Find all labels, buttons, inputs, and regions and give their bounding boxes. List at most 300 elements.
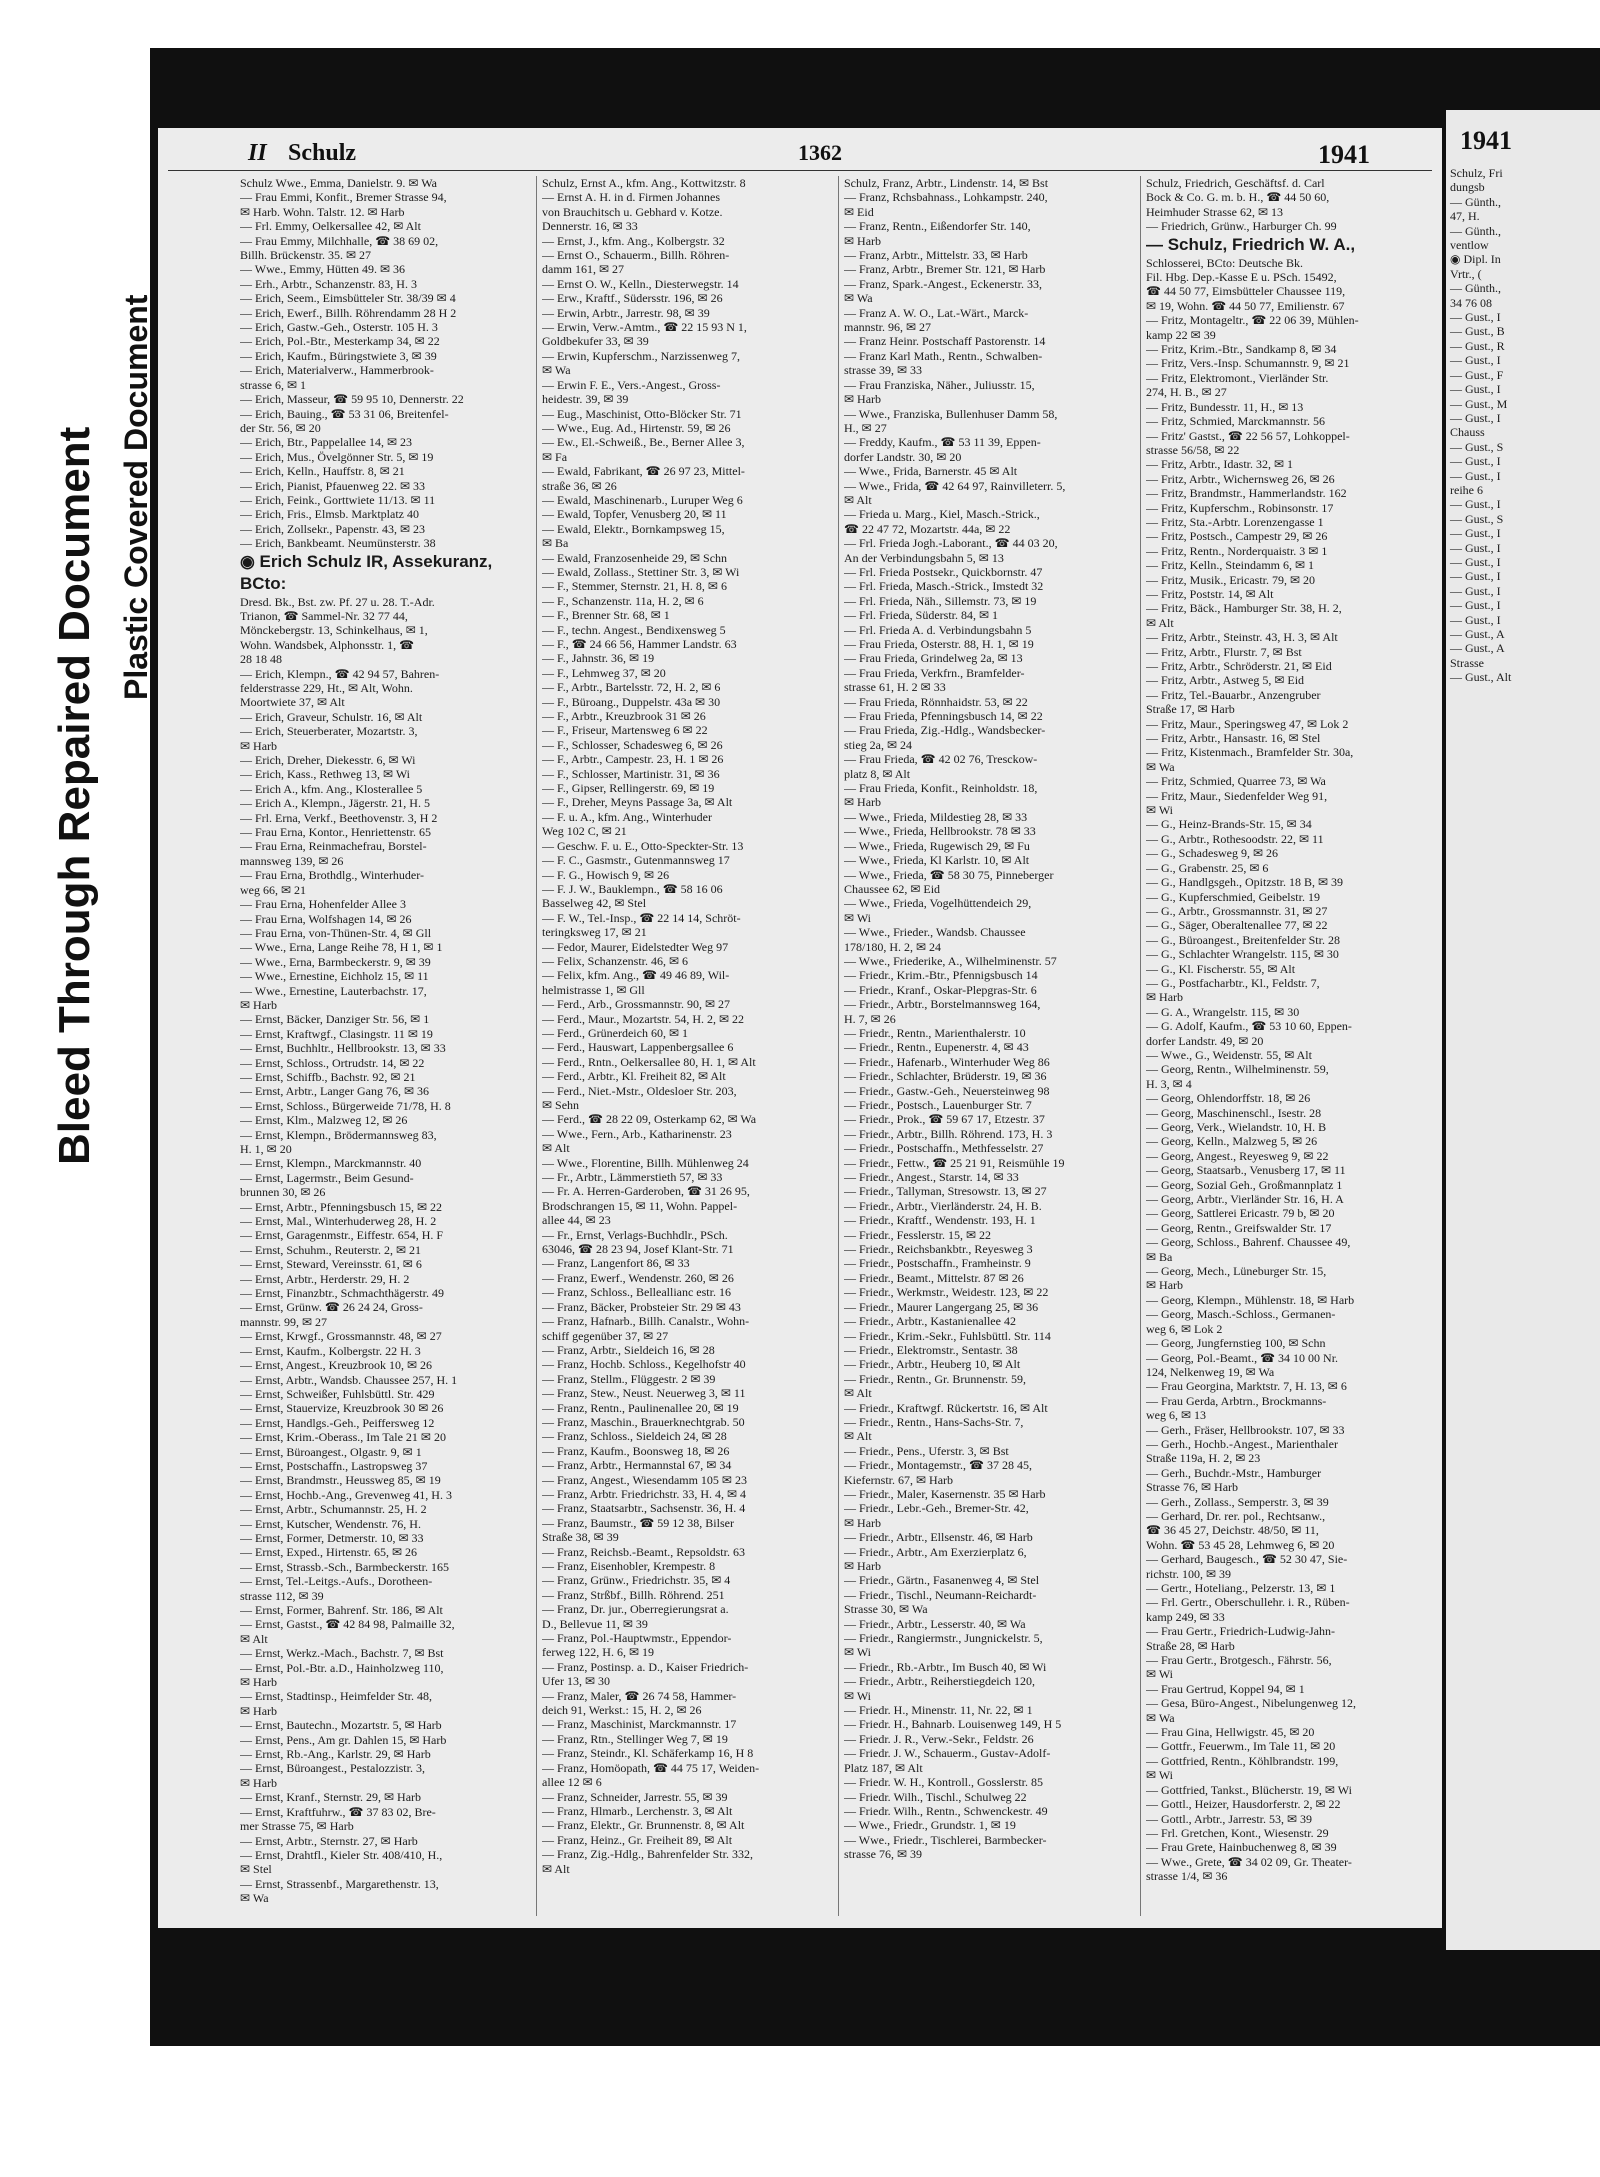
- directory-entry: — Erich, Klempn., ☎ 42 94 57, Bahren-: [240, 666, 440, 681]
- directory-entry: — Ernst, Schuhm., Reuterstr. 2, ✉ 21: [240, 1242, 422, 1257]
- directory-entry: — Fritz, Schmied, Marckmannstr. 56: [1146, 414, 1325, 429]
- directory-entry: — Friedr., Lebr.-Geh., Bremer-Str. 42,: [844, 1501, 1029, 1516]
- directory-entry: — Frau Frieda, Pfenningsbusch 14, ✉ 22: [844, 709, 1043, 724]
- directory-entry: — Franz, Elektr., Gr. Brunnenstr. 8, ✉ Alt: [542, 1818, 745, 1833]
- directory-entry: H. 3, ✉ 4: [1146, 1076, 1192, 1091]
- directory-entry: — Fritz, Postsch., Campestr 29, ✉ 26: [1146, 529, 1328, 544]
- directory-entry: — Ernst, Kranf., Sternstr. 29, ✉ Harb: [240, 1790, 422, 1805]
- top-margin: [0, 0, 1600, 48]
- directory-entry: — Erh., Arbtr., Schanzenstr. 83, H. 3: [240, 276, 417, 291]
- directory-entry: — Fritz, Arbtr., Flurstr. 7, ✉ Bst: [1146, 644, 1302, 659]
- directory-entry: — Erich A., Klempn., Jägerstr. 21, H. 5: [240, 796, 430, 811]
- directory-entry: — Erw., Kraftf., Südersstr. 196, ✉ 26: [542, 291, 723, 306]
- directory-entry: H., ✉ 27: [844, 420, 887, 435]
- directory-entry: — Fritz, Arbtr., Idastr. 32, ✉ 1: [1146, 457, 1294, 472]
- directory-entry: — Frl. Erna, Verkf., Beethovenstr. 3, H 2: [240, 810, 438, 825]
- directory-entry: — Erich, Pianist, Pfauenweg 22. ✉ 33: [240, 478, 426, 493]
- directory-entry: — Ernst, Arbtr., Langer Gang 76, ✉ 36: [240, 1084, 430, 1099]
- directory-entry: ✉ Wa: [844, 291, 873, 306]
- directory-entry: — G., Schlachter Wrangelstr. 115, ✉ 30: [1146, 947, 1339, 962]
- directory-entry: — Ernst, Strassb.-Sch., Barmbeckerstr. 165: [240, 1559, 449, 1574]
- directory-entry: — Ewald, Topfer, Venusberg 20, ✉ 11: [542, 507, 727, 522]
- adjacent-page-line: — Gust., S: [1450, 439, 1504, 454]
- adjacent-page-line: ventlow: [1450, 238, 1489, 253]
- directory-entry: — Erich, Bankbeamt. Neumünsterstr. 38: [240, 536, 436, 551]
- directory-entry: — Franz, Schloss., Belleallianc estr. 16: [542, 1285, 731, 1300]
- directory-entry: — Wwe., Franziska, Bullenhuser Damm 58,: [844, 406, 1058, 421]
- adjacent-page-line: — Gust., I: [1450, 310, 1501, 325]
- directory-entry: — Franz, Steindr., Kl. Schäferkamp 16, H 8: [542, 1746, 754, 1761]
- directory-entry: — Friedr., Krim.-Sekr., Fuhlsbüttl. Str. 114: [844, 1328, 1051, 1343]
- directory-entry: — Wwe., Emmy, Hütten 49. ✉ 36: [240, 262, 406, 277]
- directory-entry: — Fritz, Bäck., Hamburger Str. 38, H. 2,: [1146, 601, 1342, 616]
- directory-entry: — F., Stemmer, Sternstr. 21, H. 8, ✉ 6: [542, 579, 727, 594]
- directory-entry: — Friedr., Arbtr., Billh. Röhrend. 173, H. 3: [844, 1126, 1053, 1141]
- adjacent-page-line: — Gust., M: [1450, 396, 1508, 411]
- directory-entry: — G., Grabenstr. 25, ✉ 6: [1146, 860, 1269, 875]
- directory-entry: — Fritz, Kistenmach., Bramfelder Str. 30a,: [1146, 745, 1354, 760]
- adjacent-page-line: — Gust., B: [1450, 324, 1505, 339]
- directory-entry: Wohn. Wandsbek, Alphonsstr. 1, ☎: [240, 637, 415, 652]
- directory-entry: — Georg, Schloss., Bahrenf. Chaussee 49,: [1146, 1235, 1351, 1250]
- directory-entry: — Franz, Rentn., Paulinenallee 20, ✉ 19: [542, 1400, 739, 1415]
- adjacent-page-line: — Gust., I: [1450, 612, 1501, 627]
- directory-entry: ✉ Harb. Wohn. Talstr. 12. ✉ Harb: [240, 204, 405, 219]
- directory-entry: ✉ Wi: [844, 910, 872, 925]
- directory-entry: — Franz, Schneider, Jarrestr. 55, ✉ 39: [542, 1789, 728, 1804]
- directory-entry: — Frau Gertr., Brotgesch., Fährstr. 56,: [1146, 1653, 1332, 1668]
- directory-entry: — Franz, Staatsarbtr., Sachsenstr. 36, H. 4: [542, 1501, 746, 1516]
- directory-entry: — G., Säger, Oberaltenallee 77, ✉ 22: [1146, 918, 1328, 933]
- directory-entry: — Friedr., Arbtr., Vierländerstr. 24, H. B.: [844, 1198, 1042, 1213]
- directory-entry: — Frau Frieda, Zig.-Hdlg., Wandsbecker-: [844, 723, 1046, 738]
- directory-entry: — Fritz, Kelln., Steindamm 6, ✉ 1: [1146, 558, 1315, 573]
- directory-entry: — Ernst, Hochb.-Ang., Grevenweg 41, H. 3: [240, 1487, 452, 1502]
- directory-entry: ✉ 19, Wohn. ☎ 44 50 77, Emilienstr. 67: [1146, 298, 1345, 313]
- adjacent-page-line: Chauss: [1450, 425, 1485, 440]
- directory-entry: — Fedor, Maurer, Eidelstedter Weg 97: [542, 939, 729, 954]
- directory-entry: ✉ Harb: [844, 1559, 882, 1573]
- directory-entry: — Gertr., Hoteliang., Pelzerstr. 13, ✉ 1: [1146, 1581, 1336, 1595]
- directory-entry: — Franz, Arbtr., Bremer Str. 121, ✉ Harb: [844, 262, 1046, 277]
- adjacent-page-line: Strasse: [1450, 655, 1484, 670]
- directory-entry: — G. Adolf, Kaufm., ☎ 53 10 60, Eppen-: [1146, 1019, 1352, 1034]
- directory-entry: — Frau Georgina, Marktstr. 7, H. 13, ✉ 6: [1146, 1379, 1347, 1394]
- directory-entry: — Friedr., Elektromstr., Sentastr. 38: [844, 1342, 1018, 1357]
- directory-entry: — Felix, Schanzenstr. 46, ✉ 6: [542, 953, 689, 968]
- directory-entry: — Ernst, Kutscher, Wendenstr. 76, H.: [240, 1516, 421, 1531]
- directory-entry: — Felix, kfm. Ang., ☎ 49 46 89, Wil-: [542, 968, 730, 983]
- directory-entry: — Frl. Gertr., Oberschullehr. i. R., Rüben-: [1146, 1595, 1350, 1610]
- directory-entry: — Frau Erna, Kontor., Henriettenstr. 65: [240, 825, 431, 840]
- directory-entry: — Franz, Baumstr., ☎ 59 12 38, Bilser: [542, 1515, 734, 1530]
- directory-entry: — F. J. W., Bauklempn., ☎ 58 16 06: [542, 881, 723, 896]
- directory-entry: Chaussee 62, ✉ Eid: [844, 881, 941, 896]
- directory-entry: — Friedr., Arbtr., Ellsenstr. 46, ✉ Harb: [844, 1530, 1033, 1545]
- directory-entry: — Frl. Frieda, Süderstr. 84, ✉ 1: [844, 608, 999, 623]
- directory-entry: Platz 187, ✉ Alt: [844, 1760, 923, 1775]
- directory-entry: — Wwe., Fern., Arb., Katharinenstr. 23: [542, 1126, 732, 1141]
- directory-entry: — Ernst, Arbtr., Sternstr. 27, ✉ Harb: [240, 1833, 418, 1848]
- adjacent-page-line: — Gust., I: [1450, 497, 1501, 512]
- directory-entry: Straße 38, ✉ 39: [542, 1530, 619, 1545]
- directory-entry: — Ernst, Rb.-Ang., Karlstr. 29, ✉ Harb: [240, 1747, 431, 1762]
- directory-entry: — Friedr., Werkmstr., Weidestr. 123, ✉ 22: [844, 1285, 1049, 1300]
- directory-entry: Dennerstr. 16, ✉ 33: [542, 219, 638, 234]
- directory-entry: stieg 2a, ✉ 24: [844, 737, 913, 752]
- directory-entry: — Franz, Reichsb.-Beamt., Repsoldstr. 63: [542, 1544, 745, 1559]
- directory-entry: — Friedr. H., Minenstr. 11, Nr. 22, ✉ 1: [844, 1703, 1033, 1718]
- directory-entry: — Ernst, Klm., Malzweg 12, ✉ 26: [240, 1113, 408, 1128]
- directory-entry: — F. u. A., kfm. Ang., Winterhuder: [542, 809, 712, 824]
- directory-entry: — F., Gipser, Rellingerstr. 69, ✉ 19: [542, 781, 715, 796]
- directory-entry: — G., Handlgsgeh., Opitzstr. 18 B, ✉ 39: [1146, 875, 1344, 890]
- directory-entry: — Franz, Schloss., Sieldeich 24, ✉ 28: [542, 1429, 727, 1444]
- directory-entry: — Frau Franziska, Näher., Juliusstr. 15,: [844, 377, 1035, 392]
- directory-entry: — Franz, Hlmarb., Lerchenstr. 3, ✉ Alt: [542, 1803, 733, 1818]
- directory-entry: — Eug., Maschinist, Otto-Blöcker Str. 71: [542, 406, 742, 421]
- directory-entry: — Wwe., Frida, Barnerstr. 45 ✉ Alt: [844, 464, 1018, 479]
- directory-entry: ✉ Harb: [844, 795, 882, 810]
- directory-entry: — Friedr., Montagemstr., ☎ 37 28 45,: [844, 1458, 1032, 1473]
- directory-entry: — Ernst, J., kfm. Ang., Kolbergstr. 32: [542, 233, 725, 248]
- directory-entry: ✉ Stel: [240, 1862, 272, 1877]
- directory-entry: — Gerhard, Dr. rer. pol., Rechtsanw.,: [1146, 1508, 1326, 1523]
- adjacent-page-line: — Günth.,: [1450, 194, 1501, 209]
- directory-entry: — G., Postfacharbtr., Kl., Feldstr. 7,: [1146, 975, 1320, 990]
- directory-entry: — Franz, Hochb. Schloss., Kegelhofstr 40: [542, 1357, 746, 1372]
- directory-entry: — Fritz, Rentn., Norderquaistr. 3 ✉ 1: [1146, 543, 1328, 558]
- directory-entry: strasse 6, ✉ 1: [240, 377, 307, 392]
- directory-entry: — Ferd., Maur., Mozartstr. 54, H. 2, ✉ 22: [542, 1011, 745, 1026]
- directory-entry: — Franz, Spark.-Angest., Eckenerstr. 33,: [844, 276, 1042, 291]
- directory-entry: — Franz, Dr. jur., Oberregierungsrat a.: [542, 1602, 729, 1617]
- directory-entry: — Ernst, Werkz.-Mach., Bachstr. 7, ✉ Bst: [240, 1646, 444, 1661]
- directory-entry: — Friedr., Prok., ☎ 59 67 17, Etzestr. 37: [844, 1112, 1045, 1127]
- directory-entry: — Erich A., kfm. Ang., Klosterallee 5: [240, 781, 423, 796]
- directory-entry: 274, H. B., ✉ 27: [1146, 385, 1227, 400]
- directory-entry: — Friedr., Kraftwgf. Rückertstr. 16, ✉ Alt: [844, 1400, 1048, 1415]
- directory-entry: Schulz, Friedrich, Geschäftsf. d. Carl: [1146, 176, 1325, 190]
- directory-entry: — F. G., Howisch 9, ✉ 26: [542, 867, 670, 882]
- directory-entry: — Ernst, Kaufm., Kolbergstr. 22 H. 3: [240, 1343, 421, 1358]
- directory-entry: — Franz, Maschin., Brauerknechtgrab. 50: [542, 1414, 745, 1429]
- directory-entry: ✉ Harb: [844, 392, 882, 407]
- directory-entry: — Erich, Bauing., ☎ 53 31 06, Breitenfel-: [240, 406, 449, 421]
- directory-entry: — Friedr., Arbtr., Heuberg 10, ✉ Alt: [844, 1357, 1021, 1372]
- directory-entry: — Fritz, Arbtr., Hansastr. 16, ✉ Stel: [1146, 731, 1321, 746]
- directory-entry: — Franz, Rchsbahnass., Lohkampstr. 240,: [844, 190, 1048, 205]
- directory-entry: ✉ Alt: [844, 1429, 872, 1444]
- directory-entry: — Franz, Arbtr., Sieldeich 16, ✉ 28: [542, 1342, 715, 1357]
- directory-entry: — Ernst, Pens., Am gr. Dahlen 15, ✉ Harb: [240, 1732, 447, 1747]
- directory-entry: — Ewald, Franzosenheide 29, ✉ Schn: [542, 550, 728, 565]
- directory-entry: — Ewald, Zollass., Stettiner Str. 3, ✉ Wi: [542, 564, 740, 579]
- directory-entry: — Friedr., Maurer Langergang 25, ✉ 36: [844, 1299, 1039, 1314]
- directory-entry: — Frau Gertr., Friedrich-Ludwig-Jahn-: [1146, 1624, 1335, 1639]
- directory-entry: — Friedr. H., Bahnarb. Louisenweg 149, H 5: [844, 1717, 1062, 1732]
- directory-entry: — Ferd., Arbtr., Kl. Freiheit 82, ✉ Alt: [542, 1069, 726, 1084]
- directory-entry: — Ernst A. H. in d. Firmen Johannes: [542, 190, 720, 205]
- directory-entry: — Ernst, Angest., Kreuzbrook 10, ✉ 26: [240, 1358, 433, 1373]
- adjacent-page-line: Schulz, Fri: [1450, 166, 1503, 180]
- directory-entry: — Frau Erna, Reinmachefrau, Borstel-: [240, 839, 427, 854]
- directory-entry: ✉ Eid: [844, 204, 874, 219]
- directory-entry: — G., Arbtr., Rothesoodstr. 22, ✉ 11: [1146, 831, 1324, 846]
- directory-entry: — Friedr., Krim.-Btr., Pfennigsbusch 14: [844, 968, 1038, 983]
- directory-entry: — Frl. Frieda Postsekr., Quickbornstr. 47: [844, 564, 1043, 579]
- directory-entry: — Franz, Ewerf., Wendenstr. 260, ✉ 26: [542, 1270, 734, 1285]
- directory-entry: mannstr. 96, ✉ 27: [844, 320, 932, 335]
- directory-entry: — F., Brenner Str. 68, ✉ 1: [542, 608, 670, 623]
- directory-entry: ✉ Alt: [542, 1861, 570, 1876]
- directory-entry: D., Bellevue 11, ✉ 39: [542, 1616, 648, 1631]
- directory-entry: — Friedr., Pens., Uferstr. 3, ✉ Bst: [844, 1443, 1009, 1458]
- directory-entry: der Str. 56, ✉ 20: [240, 420, 321, 435]
- directory-entry: — Frau Emmy, Milchhalle, ☎ 38 69 02,: [240, 233, 439, 248]
- directory-entry: — Friedr., Arbtr., Reiherstiegdeich 120,: [844, 1674, 1035, 1689]
- directory-entry: helmistrasse 1, ✉ Gll: [542, 982, 645, 997]
- directory-entry: — Ernst, Kraftwgf., Clasingstr. 11 ✉ 19: [240, 1026, 433, 1041]
- directory-entry: — G., Büroangest., Breitenfelder Str. 28: [1146, 932, 1340, 947]
- directory-entry: — Ernst O. W., Kelln., Diesterwegstr. 14: [542, 276, 739, 291]
- directory-entry: — Ernst, Buchhltr., Hellbrookstr. 13, ✉ 33: [240, 1041, 446, 1056]
- directory-entry: — Ew., El.-Schweiß., Be., Berner Allee 3,: [542, 435, 745, 450]
- directory-entry: Trianon, ☎ Sammel-Nr. 32 77 44,: [240, 608, 408, 623]
- directory-entry: — Georg, Sattlerei Ericastr. 79 b, ✉ 20: [1146, 1206, 1335, 1221]
- directory-entry: — Fritz, Brandmstr., Hammerlandstr. 162: [1146, 486, 1347, 501]
- directory-entry: — F. C., Gasmstr., Gutenmannsweg 17: [542, 853, 730, 868]
- directory-entry: — Ferd., Niet.-Mstr., Oldesloer Str. 203,: [542, 1083, 737, 1098]
- directory-entry: — F., Schlosser, Schadesweg 6, ✉ 26: [542, 737, 723, 752]
- directory-entry: — Ferd., Arb., Grossmannstr. 90, ✉ 27: [542, 997, 731, 1012]
- directory-entry: Wohn. ☎ 53 45 28, Lehmweg 6, ✉ 20: [1146, 1537, 1335, 1552]
- directory-entry: — Wwe., G., Weidenstr. 55, ✉ Alt: [1146, 1047, 1312, 1062]
- directory-entry: — Friedr., Postschaffn., Methfesselstr. 27: [844, 1141, 1044, 1156]
- adjacent-page-edge: [1446, 110, 1600, 1950]
- directory-entry: — Friedrich, Grünw., Harburger Ch. 99: [1146, 219, 1337, 234]
- directory-entry: — Friedr., Rentn., Marienthalerstr. 10: [844, 1025, 1026, 1040]
- directory-entry: — Ewald, Fabrikant, ☎ 26 97 23, Mittel-: [542, 464, 745, 479]
- directory-entry: — Friedr. Wilh., Tischl., Schulweg 22: [844, 1789, 1027, 1804]
- directory-entry: — Ernst, Tel.-Leitgs.-Aufs., Dorotheen-: [240, 1574, 433, 1589]
- directory-entry: — F., Arbtr., Bartelsstr. 72, H. 2, ✉ 6: [542, 680, 721, 695]
- adjacent-page-line: Vrtr., (: [1450, 266, 1482, 281]
- directory-entry: — Frau Grete, Hainbuchenweg 8, ✉ 39: [1146, 1840, 1337, 1855]
- directory-entry: — Frau Frieda, Grindelweg 2a, ✉ 13: [844, 651, 1023, 666]
- directory-entry: — Friedr., Postsch., Lauenburger Str. 7: [844, 1098, 1032, 1112]
- directory-entry: deich 91, Werkst.: 15, H. 2, ✉ 26: [542, 1703, 702, 1718]
- directory-entry: — Fritz, Maur., Siedenfelder Weg 91,: [1146, 788, 1328, 803]
- directory-entry: — F., Schlosser, Martinistr. 31, ✉ 36: [542, 766, 720, 781]
- directory-entry: — Friedr., Fettw., ☎ 25 21 91, Reismühle 19: [844, 1155, 1065, 1170]
- directory-entry: — Friedr., Beamt., Mittelstr. 87 ✉ 26: [844, 1270, 1024, 1285]
- directory-entry: ✉ Fa: [542, 449, 568, 464]
- adjacent-page-line: — Günth.,: [1450, 223, 1501, 238]
- adjacent-page-line: dungsb: [1450, 180, 1485, 195]
- directory-entry: — Franz, Arbtr., Mittelstr. 33, ✉ Harb: [844, 248, 1028, 263]
- directory-entry: — Ernst, Schweißer, Fuhlsbüttl. Str. 429: [240, 1386, 435, 1401]
- directory-entry: — Wwe., Friederike, A., Wilhelminenstr. 57: [844, 953, 1057, 968]
- directory-entry: kamp 249, ✉ 33: [1146, 1609, 1225, 1624]
- directory-entry: — Friedr., Tischl., Neumann-Reichardt-: [844, 1587, 1037, 1602]
- directory-entry: — Georg, Jungfernstieg 100, ✉ Schn: [1146, 1336, 1326, 1351]
- directory-entry: — Erich, Materialverw., Hammerbrook-: [240, 363, 434, 378]
- directory-entry: — Fr., Arbtr., Lämmerstieth 57, ✉ 33: [542, 1170, 723, 1185]
- directory-entry: An der Verbindungsbahn 5, ✉ 13: [844, 550, 1004, 565]
- adjacent-page-line: — Gust., I: [1450, 569, 1501, 584]
- directory-entry: — Ernst, Exped., Hirtenstr. 65, ✉ 26: [240, 1545, 418, 1560]
- directory-entry: Moortwiete 37, ✉ Alt: [240, 695, 345, 710]
- adjacent-page-line: — Gust., I: [1450, 353, 1501, 368]
- directory-entry: straße 36, ✉ 26: [542, 478, 617, 493]
- directory-entry: — Ferd., ☎ 28 22 09, Osterkamp 62, ✉ Wa: [542, 1112, 757, 1127]
- directory-entry: — Gerhard, Baugesch., ☎ 52 30 47, Sie-: [1146, 1552, 1348, 1567]
- directory-columns: [240, 176, 1434, 1916]
- directory-entry: mer Strasse 75, ✉ Harb: [240, 1819, 354, 1834]
- directory-entry: — Wwe., Friedr., Tischlerei, Barmbecker-: [844, 1832, 1047, 1847]
- adjacent-page-year: 1941: [1460, 126, 1512, 155]
- directory-entry: — Erich, Gastw.-Geh., Osterstr. 105 H. 3: [240, 320, 438, 335]
- directory-entry: — Ernst, Klempn., Brödermannsweg 83,: [240, 1127, 437, 1142]
- directory-entry: — Frau Gertrud, Koppel 94, ✉ 1: [1146, 1681, 1305, 1696]
- adjacent-page-line: — Gust., I: [1450, 382, 1501, 397]
- directory-entry: ☎ 36 45 27, Deichstr. 48/50, ✉ 11,: [1146, 1523, 1319, 1538]
- directory-entry: ☎ 22 47 72, Mozartstr. 44a, ✉ 22: [844, 521, 1011, 536]
- directory-entry: Heimhuder Strasse 62, ✉ 13: [1146, 204, 1284, 219]
- adjacent-page-line: — Gust., I: [1450, 454, 1501, 469]
- directory-entry: Schulz, Franz, Arbtr., Lindenstr. 14, ✉ Bst: [844, 176, 1049, 190]
- directory-entry: — Ernst, Former, Bahrenf. Str. 186, ✉ Alt: [240, 1603, 443, 1617]
- directory-entry: — Friedr., Arbtr., Am Exerzierplatz 6,: [844, 1544, 1027, 1559]
- directory-entry: Basselweg 42, ✉ Stel: [542, 896, 647, 911]
- directory-entry: richstr. 100, ✉ 39: [1146, 1566, 1232, 1581]
- directory-entry: — Erich, Zollsekr., Papenstr. 43, ✉ 23: [240, 521, 426, 536]
- directory-entry: ✉ Harb: [844, 1515, 882, 1530]
- directory-entry: — Frau Frieda, ☎ 42 02 76, Tresckow-: [844, 752, 1038, 767]
- directory-entry: — Gottfr., Feuerwm., Im Tale 11, ✉ 20: [1146, 1739, 1336, 1754]
- directory-entry: — Friedr., Postschaffn., Framheinstr. 9: [844, 1256, 1031, 1271]
- directory-entry: — Friedr., Arbtr., Borstelmannsweg 164,: [844, 997, 1041, 1012]
- directory-entry: weg 6, ✉ Lok 2: [1146, 1321, 1223, 1336]
- directory-entry: — Friedr., Arbtr., Kastanienallee 42: [844, 1314, 1016, 1329]
- directory-entry: — Georg, Ohlendorffstr. 18, ✉ 26: [1146, 1091, 1311, 1106]
- directory-entry: ✉ Harb: [844, 233, 882, 248]
- directory-entry: — Gottl., Arbtr., Jarrestr. 53, ✉ 39: [1146, 1811, 1313, 1826]
- directory-entry: — Frau Erna, Wolfshagen 14, ✉ 26: [240, 911, 412, 926]
- directory-entry: — Ernst, Krwgf., Grossmannstr. 48, ✉ 27: [240, 1329, 442, 1344]
- directory-entry: — Ernst, Finanzbtr., Schmachthägerstr. 49: [240, 1286, 444, 1301]
- directory-entry: ◉ Erich Schulz IR, Assekuranz, BCto:: [240, 551, 493, 593]
- directory-entry: — Friedr., Gastw.-Geh., Neuersteinweg 98: [844, 1083, 1050, 1098]
- directory-entry: — Friedr., Kraftf., Wendenstr. 193, H. 1: [844, 1213, 1036, 1228]
- directory-entry: dorfer Landstr. 30, ✉ 20: [844, 449, 962, 464]
- directory-entry: — Erich, Seem., Eimsbütteler Str. 38/39 ✉ 4: [240, 291, 456, 306]
- directory-entry: ✉ Ba: [1146, 1249, 1173, 1264]
- directory-entry: Straße 17, ✉ Harb: [1146, 702, 1235, 717]
- directory-entry: — G., Kupferschmied, Geibelstr. 19: [1146, 889, 1320, 904]
- directory-entry: — F., Dreher, Meyns Passage 3a, ✉ Alt: [542, 795, 733, 810]
- directory-entry: — Franz, Langenfort 86, ✉ 33: [542, 1256, 690, 1271]
- directory-entry: — Ernst, Büroangest., Pestalozzistr. 3,: [240, 1761, 425, 1776]
- directory-column-4: [1146, 176, 1434, 1916]
- directory-entry: — Ferd., Rntn., Oelkersallee 80, H. 1, ✉ Alt: [542, 1054, 756, 1069]
- directory-entry: — Erich, Steuerberater, Mozartstr. 3,: [240, 724, 418, 739]
- directory-entry: — F., Jahnstr. 36, ✉ 19: [542, 651, 655, 666]
- directory-column-3: [844, 176, 1132, 1916]
- directory-entry: — Georg, Verk., Wielandstr. 10, H. B: [1146, 1120, 1327, 1134]
- directory-entry: — Frl. Emmy, Oelkersallee 42, ✉ Alt: [240, 219, 421, 234]
- adjacent-page-line: — Gust., I: [1450, 540, 1501, 555]
- directory-entry: ✉ Sehn: [542, 1098, 580, 1112]
- directory-entry: — F., Schanzenstr. 11a, H. 2, ✉ 6: [542, 593, 704, 608]
- directory-entry: — Erich, Dreher, Diekesstr. 6, ✉ Wi: [240, 753, 416, 768]
- directory-entry: Kiefernstr. 67, ✉ Harb: [844, 1472, 954, 1487]
- adjacent-page-line: reihe 6: [1450, 482, 1483, 497]
- directory-entry: H. 7, ✉ 26: [844, 1011, 896, 1026]
- directory-entry: Fil. Hbg. Dep.-Kasse E u. PSch. 15492,: [1146, 270, 1337, 285]
- directory-entry: — Ernst, Drahtfl., Kieler Str. 408/410, H.,: [240, 1847, 443, 1862]
- directory-entry: ✉ Wi: [844, 1688, 872, 1703]
- directory-entry: — Franz Heinr. Postschaff Pastorenstr. 14: [844, 334, 1046, 349]
- volume-number: II: [248, 140, 267, 166]
- directory-entry: — Frl. Frieda A. d. Verbindungsbahn 5: [844, 622, 1032, 637]
- directory-entry: heidestr. 39, ✉ 39: [542, 392, 629, 407]
- directory-entry: — Schulz, Friedrich W. A.,: [1146, 234, 1356, 254]
- directory-entry: — Ernst, Gastst., ☎ 42 84 98, Palmaille 32,: [240, 1617, 455, 1632]
- directory-entry: — Franz, Stellm., Flüggestr. 2 ✉ 39: [542, 1371, 716, 1386]
- directory-entry: ✉ Wi: [1146, 803, 1174, 818]
- directory-entry: platz 8, ✉ Alt: [844, 766, 911, 781]
- directory-entry: — Ernst, Schloss., Ortrudstr. 14, ✉ 22: [240, 1055, 425, 1070]
- directory-entry: Brodschrangen 15, ✉ 11, Wohn. Pappel-: [542, 1198, 738, 1213]
- directory-entry: — Friedr., Fesslerstr. 15, ✉ 22: [844, 1227, 992, 1242]
- directory-entry: — Erich, Kelln., Hauffstr. 8, ✉ 21: [240, 464, 405, 479]
- directory-entry: — Fritz, Poststr. 14, ✉ Alt: [1146, 586, 1274, 601]
- directory-entry: Weg 102 C, ✉ 21: [542, 824, 627, 839]
- directory-entry: — Wwe., Grete, ☎ 34 02 09, Gr. Theater-: [1146, 1854, 1352, 1869]
- directory-entry: — Ernst, Former, Detmerstr. 10, ✉ 33: [240, 1530, 424, 1545]
- directory-entry: — Friedr., Rangiermstr., Jungnickelstr. 5,: [844, 1631, 1043, 1646]
- directory-page: [158, 128, 1442, 1928]
- directory-entry: — Franz, Eisenhobler, Krempestr. 8: [542, 1559, 716, 1573]
- directory-entry: — G. A., Wrangelstr. 115, ✉ 30: [1146, 1004, 1300, 1019]
- directory-entry: — Friedr., Angest., Starstr. 14, ✉ 33: [844, 1170, 1019, 1185]
- directory-entry: — Franz Karl Math., Rentn., Schwalben-: [844, 348, 1043, 363]
- directory-entry: — Fritz, Tel.-Bauarbr., Anzengruber: [1146, 687, 1321, 702]
- directory-entry: — Fritz, Maur., Speringsweg 47, ✉ Lok 2: [1146, 716, 1349, 731]
- directory-entry: — F., Büroang., Duppelstr. 43a ✉ 30: [542, 694, 721, 709]
- directory-entry: ✉ Alt: [844, 1386, 872, 1401]
- directory-entry: ✉ Harb: [240, 738, 278, 753]
- column-divider: [1140, 176, 1141, 1916]
- bleed-through-label: Bleed Through Repaired Document: [50, 426, 99, 1165]
- directory-entry: — Friedr., Reichsbankbtr., Reyesweg 3: [844, 1242, 1033, 1257]
- directory-entry: — Ernst, Schloss., Bürgerweide 71/78, H. 8: [240, 1098, 451, 1113]
- directory-entry: — Ernst, Arbtr., Herderstr. 29, H. 2: [240, 1271, 410, 1286]
- directory-entry: — Wwe., Ernestine, Eichholz 15, ✉ 11: [240, 969, 429, 984]
- directory-entry: — Gerh., Buchdr.-Mstr., Hamburger: [1146, 1465, 1322, 1480]
- adjacent-page-line: — Gust., Alt: [1450, 670, 1512, 685]
- directory-entry: — Wwe., Eug. Ad., Hirtenstr. 59, ✉ 26: [542, 420, 731, 435]
- directory-entry: — Georg, Rentn., Greifswalder Str. 17: [1146, 1220, 1332, 1235]
- directory-entry: — Franz, Maschinist, Marckmannstr. 17: [542, 1717, 737, 1732]
- adjacent-page-line: — Gust., R: [1450, 338, 1505, 353]
- directory-entry: — Georg, Sozial Geh., Großmannplatz 1: [1146, 1177, 1343, 1192]
- adjacent-page-line: — Gust., I: [1450, 526, 1501, 541]
- directory-entry: — F. W., Tel.-Insp., ☎ 22 14 14, Schröt-: [542, 910, 741, 925]
- directory-entry: — Fritz, Montageltr., ☎ 22 06 39, Mühlen-: [1146, 313, 1359, 328]
